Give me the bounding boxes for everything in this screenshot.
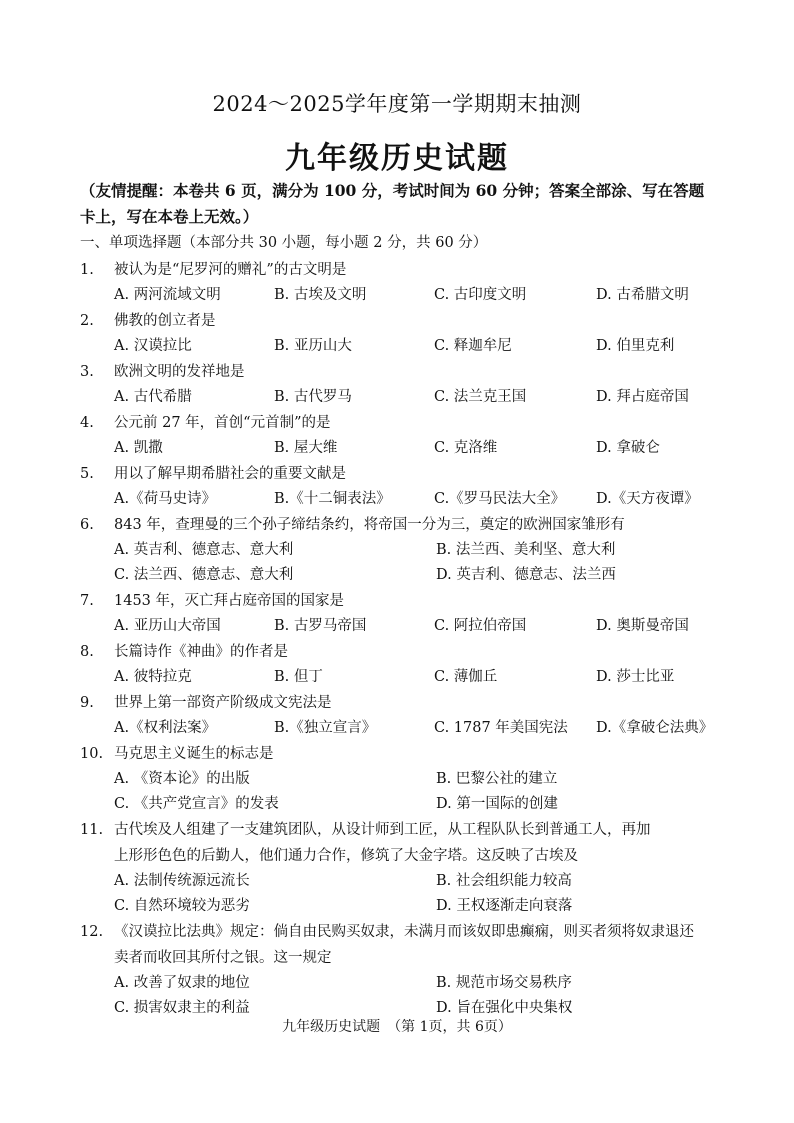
- option-a: A. 凯撒: [114, 440, 163, 456]
- question-number: 2.: [80, 313, 94, 329]
- question-text: 佛教的创立者是: [114, 313, 216, 329]
- question-text: 用以了解早期希腊社会的重要文献是: [114, 466, 346, 482]
- exam-title: 九年级历史试题: [285, 141, 509, 176]
- question-text: 1453 年，灭亡拜占庭帝国的国家是: [114, 593, 345, 609]
- question-text: 公元前 27 年，首创“元首制”的是: [114, 415, 331, 431]
- option-a: A.《权利法案》: [114, 720, 217, 736]
- question-text: 长篇诗作《神曲》的作者是: [114, 644, 288, 660]
- option-c: C. 阿拉伯帝国: [434, 618, 527, 634]
- option-b: B. 古埃及文明: [274, 287, 367, 303]
- question-number: 1.: [80, 262, 94, 278]
- option-c: C. 自然环境较为恶劣: [114, 898, 250, 914]
- option-d: D. 第一国际的创建: [436, 796, 558, 812]
- option-d: D. 王权逐渐走向衰落: [436, 898, 573, 914]
- option-c: C. 释迦牟尼: [434, 338, 512, 354]
- question-3: [80, 359, 725, 410]
- question-number: 10.: [80, 746, 104, 762]
- question-text-continued: 上形形色色的后勤人，他们通力合作，修筑了大金字塔。这反映了古埃及: [114, 848, 578, 864]
- question-number: 9.: [80, 695, 94, 711]
- option-c: C. 1787 年美国宪法: [434, 720, 568, 736]
- question-12: [80, 919, 725, 1021]
- question-4: [80, 410, 725, 461]
- option-c: C. 损害奴隶主的利益: [114, 1000, 250, 1016]
- question-number: 5.: [80, 466, 94, 482]
- option-d: D. 古希腊文明: [596, 287, 689, 303]
- option-b: B. 法兰西、美利坚、意大利: [436, 542, 616, 558]
- question-number: 12.: [80, 924, 104, 940]
- question-list: [80, 230, 725, 1021]
- option-b: B. 古代罗马: [274, 389, 352, 405]
- option-c: C.《罗马民法大全》: [434, 491, 566, 507]
- option-d: D. 拜占庭帝国: [596, 389, 689, 405]
- option-b: B.《十二铜表法》: [274, 491, 391, 507]
- option-a: A. 古代希腊: [114, 389, 192, 405]
- option-d: D. 莎士比亚: [596, 669, 675, 685]
- question-11: [80, 817, 725, 919]
- option-b: B. 巴黎公社的建立: [436, 771, 558, 787]
- option-d: D. 旨在强化中央集权: [436, 1000, 573, 1016]
- question-9: [80, 690, 725, 741]
- option-c: C. 古印度文明: [434, 287, 527, 303]
- question-2: [80, 308, 725, 359]
- notice-line-2: 卡上，写在本卷上无效。）: [80, 207, 259, 226]
- question-6: [80, 512, 725, 588]
- option-d: D.《天方夜谭》: [596, 491, 699, 507]
- question-text: 《汉谟拉比法典》规定：倘自由民购买奴隶，未满月而该奴即患癫痫，则买者须将奴隶退还: [114, 924, 694, 940]
- question-number: 6.: [80, 517, 94, 533]
- option-d: D.《拿破仑法典》: [596, 720, 714, 736]
- option-a: A. 亚历山大帝国: [114, 618, 221, 634]
- question-number: 8.: [80, 644, 94, 660]
- option-d: D. 拿破仑: [596, 440, 660, 456]
- option-a: A. 《资本论》的出版: [114, 771, 250, 787]
- page-footer: 九年级历史试题 （第 1页，共 6页）: [282, 1019, 512, 1035]
- option-b: B. 古罗马帝国: [274, 618, 367, 634]
- question-text: 843 年，查理曼的三个孙子缔结条约，将帝国一分为三，奠定的欧洲国家雏形有: [114, 517, 625, 533]
- option-b: B.《独立宣言》: [274, 720, 377, 736]
- option-a: A. 英吉利、德意志、意大利: [114, 542, 294, 558]
- question-text: 马克思主义诞生的标志是: [114, 746, 274, 762]
- option-c: C. 《共产党宣言》的发表: [114, 796, 279, 812]
- option-a: A.《荷马史诗》: [114, 491, 217, 507]
- option-a: A. 改善了奴隶的地位: [114, 975, 250, 991]
- option-d: D. 英吉利、德意志、法兰西: [436, 567, 616, 583]
- section-heading: 一、单项选择题（本部分共 30 小题，每小题 2 分，共 60 分）: [80, 235, 488, 251]
- question-number: 3.: [80, 364, 94, 380]
- option-a: A. 两河流域文明: [114, 287, 221, 303]
- option-a: A. 汉谟拉比: [114, 338, 192, 354]
- question-number: 7.: [80, 593, 94, 609]
- option-d: D. 奥斯曼帝国: [596, 618, 689, 634]
- option-b: B. 亚历山大: [274, 338, 352, 354]
- option-c: C. 克洛维: [434, 440, 498, 456]
- exam-notice: [80, 178, 720, 230]
- question-8: [80, 639, 725, 690]
- notice-line-1: （友情提醒：本卷共 6 页，满分为 100 分，考试时间为 60 分钟；答案全部涂、写在答题: [80, 181, 705, 200]
- question-7: [80, 588, 725, 639]
- option-b: B. 但丁: [274, 669, 323, 685]
- option-c: C. 薄伽丘: [434, 669, 498, 685]
- option-d: D. 伯里克利: [596, 338, 675, 354]
- option-c: C. 法兰克王国: [434, 389, 527, 405]
- question-text: 古代埃及人组建了一支建筑团队，从设计师到工匠，从工程队队长到普通工人，再加: [114, 822, 651, 838]
- exam-subtitle: 2024～2025学年度第一学期期末抽测: [212, 92, 582, 116]
- option-b: B. 规范市场交易秩序: [436, 975, 572, 991]
- question-number: 11.: [80, 822, 104, 838]
- option-b: B. 屋大维: [274, 440, 338, 456]
- question-text: 世界上第一部资产阶级成文宪法是: [114, 695, 332, 711]
- question-text: 欧洲文明的发祥地是: [114, 364, 245, 380]
- question-text: 被认为是“尼罗河的赠礼”的古文明是: [114, 262, 347, 278]
- option-c: C. 法兰西、德意志、意大利: [114, 567, 294, 583]
- question-1: [80, 257, 725, 308]
- question-text-continued: 卖者而收回其所付之银。这一规定: [114, 950, 332, 966]
- question-10: [80, 741, 725, 817]
- question-5: [80, 461, 725, 512]
- question-number: 4.: [80, 415, 94, 431]
- option-b: B. 社会组织能力较高: [436, 873, 572, 889]
- option-a: A. 法制传统源远流长: [114, 873, 250, 889]
- option-a: A. 彼特拉克: [114, 669, 192, 685]
